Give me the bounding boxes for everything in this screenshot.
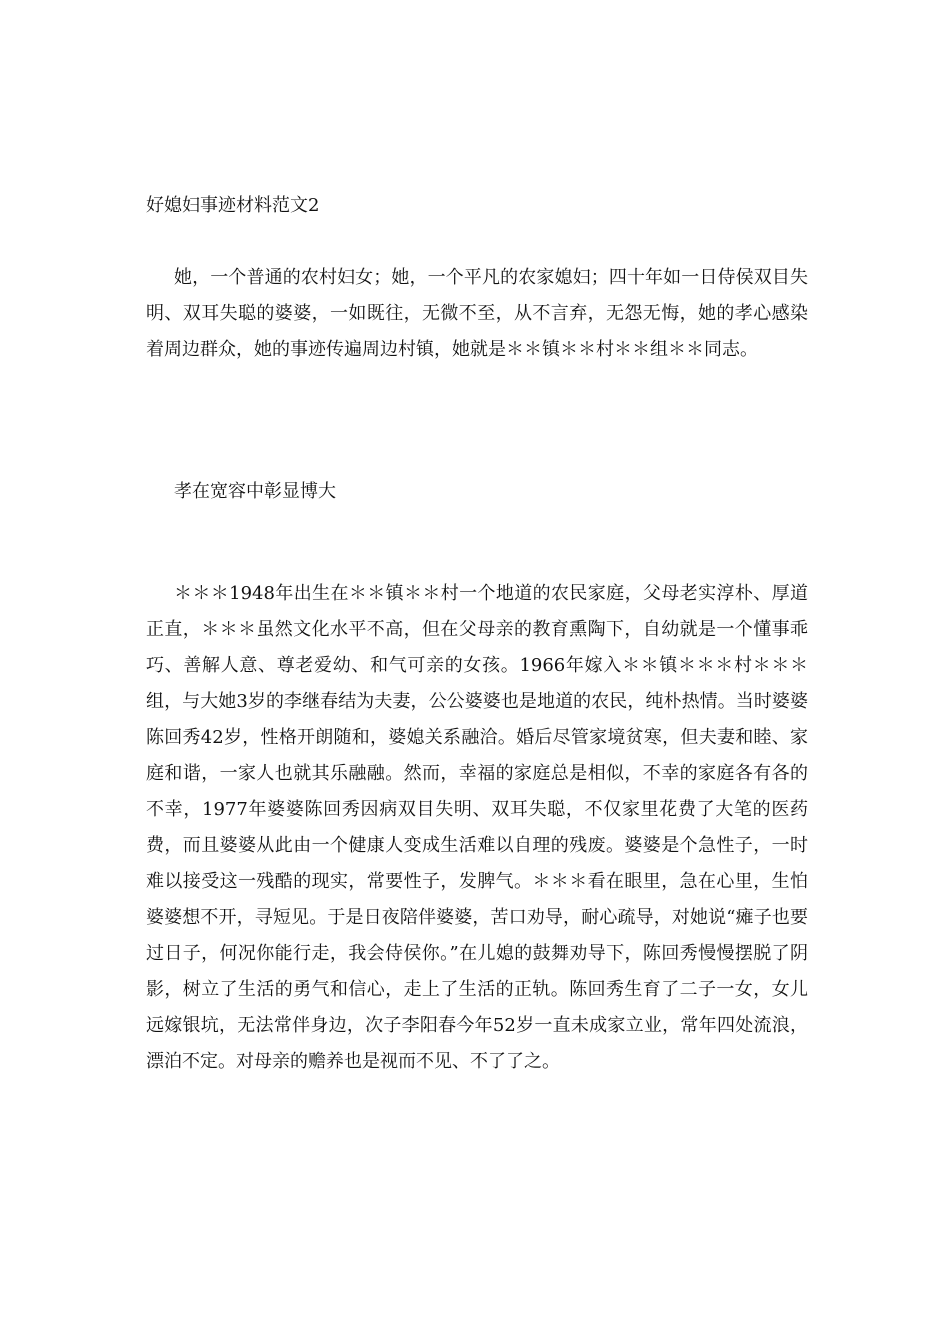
document-title: 好媳妇事迹材料范文2: [146, 195, 320, 216]
section-heading: 孝在宽容中彰显博大: [174, 481, 336, 502]
body-paragraph: ＊＊＊1948年出生在＊＊镇＊＊村一个地道的农民家庭，父母老实淳朴、厚道正直，＊＊＊虽然文化水平不高，但在父母亲的教育熏陶下，自幼就是一个懂事乖巧、善解人意、尊老爱幼、和气可亲的女孩。1966年嫁入＊＊镇＊＊＊村＊＊＊组，与大她3岁的李继春结为夫妻，公公婆婆也是地道的农民，纯朴热情。当时婆婆陈回秀42岁，性格开朗随和，婆媳关系融洽。婚后尽管家境贫寒，但夫妻和睦、家庭和谐，一家人也就其乐融融。然而，幸福的家庭总是相似，不幸的家庭各有各的不幸，1977年婆婆陈回秀因病双目失明、双耳失聪，不仅家里花费了大笔的医药费，而且婆婆从此由一个健康人变成生活难以自理的残废。婆婆是个急性子，一时难以接受这一残酷的现实，常要性子，发脾气。＊＊＊看在眼里，急在心里，生怕婆婆想不开，寻短见。于是日夜陪伴婆婆，苦口劝导，耐心疏导，对她说“瘫子也要过日子，何况你能行走，我会侍侯你。”在儿媳的鼓舞劝导下，陈回秀慢慢摆脱了阴影，树立了生活的勇气和信心，走上了生活的正轨。陈回秀生育了二子一女，女儿远嫁银坑，无法常伴身边，次子李阳春今年52岁一直未成家立业，常年四处流浪，漂泊不定。对母亲的赡养也是视而不见、不了了之。: [146, 583, 808, 1072]
intro-paragraph: 她，一个普通的农村妇女；她，一个平凡的农家媳妇；四十年如一日侍侯双目失明、双耳失聪的婆婆，一如既往，无微不至，从不言弃，无怨无悔，她的孝心感染着周边群众，她的事迹传遍周边村镇，她就是＊＊镇＊＊村＊＊组＊＊同志。: [146, 267, 808, 360]
